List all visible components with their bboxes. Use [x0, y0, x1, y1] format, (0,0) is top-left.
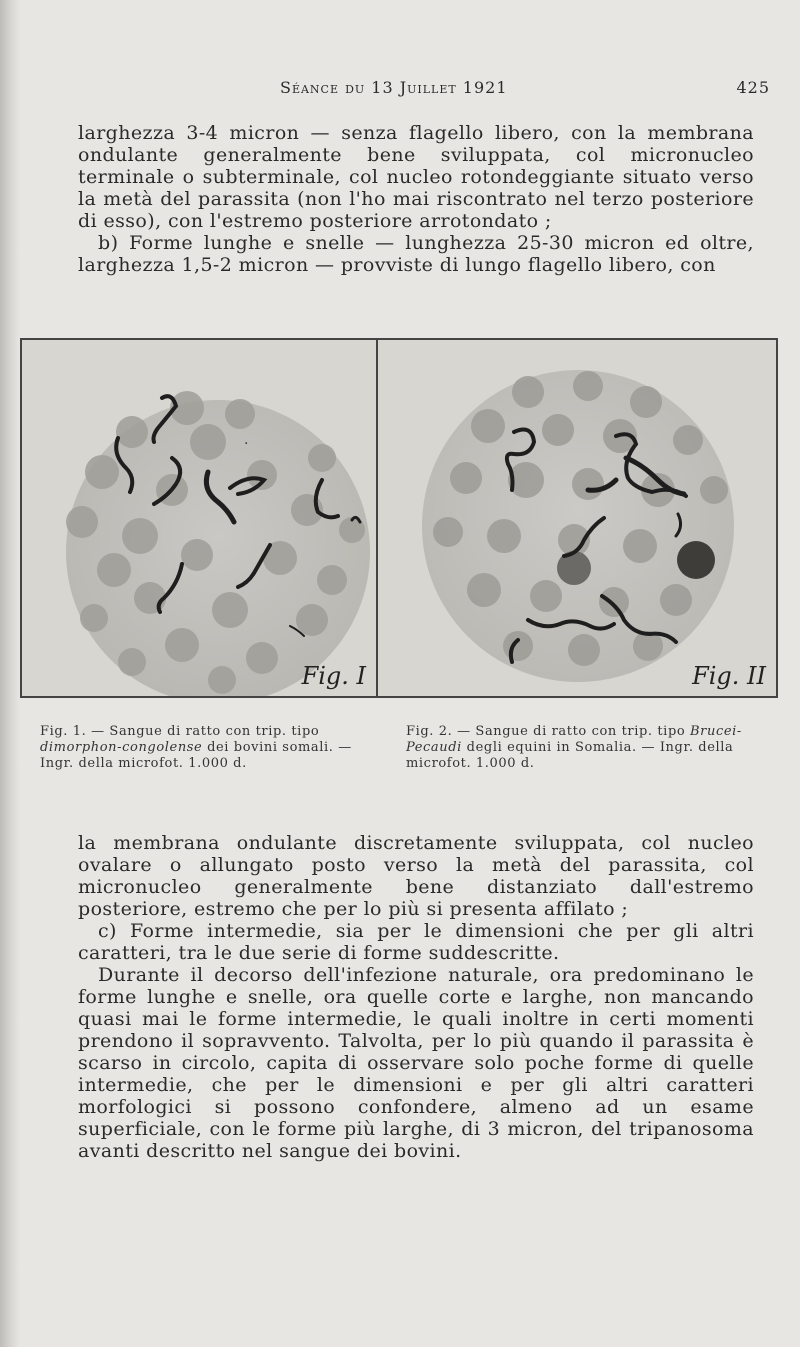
paragraph-membrane: la membrana ondulante discretamente sviluppata, col nucleo ovalare o allungato posto verso la metà del parassita, col micronucleo generalmente bene distanziato dall'estremo posteriore, estremo che per lo più si presenta affilato ; [78, 832, 754, 920]
caption-1-species: dimorphon-congolense [40, 740, 203, 755]
paragraph-continued: larghezza 3-4 micron — senza flagello libero, con la membrana ondulante generalmente bene sviluppata, col micronucleo terminale o subterminale, col nucleo rotondeggiante situato verso la metà del parassita (non l'ho mai riscontrato nel terzo posteriore di esso), con l'estremo posteriore arrotondato ; [78, 122, 754, 232]
caption-2-text-a: Fig. 2. — Sangue di ratto con trip. tipo [406, 724, 691, 739]
figure-2-caption [406, 724, 770, 772]
paragraph-intermediate-forms: c) Forme intermedie, sia per le dimensioni che per gli altri caratteri, tra le due serie di forme suddescritte. [78, 920, 754, 964]
svg-text:·: · [244, 436, 249, 452]
figure-1-label: Fig. I [301, 662, 366, 690]
caption-1-text-a: Fig. 1. — Sangue di ratto con trip. tipo [40, 724, 320, 739]
body-text-top [78, 122, 754, 276]
page-number: 425 [736, 78, 770, 97]
micrograph-2-image [378, 340, 776, 696]
running-title: Séance du 13 Juillet 1921 [280, 78, 508, 97]
caption-1-text-c: dei bovini somali. — Ingr. della microfot. 1.000 d. [40, 740, 352, 771]
figure-2-micrograph [376, 338, 778, 698]
figure-1-caption [40, 724, 358, 772]
page-edge-shadow [0, 0, 20, 1347]
micrograph-1-image [22, 340, 376, 696]
body-text-bottom [78, 832, 754, 1162]
caption-2-species: Brucei-Pecaudi [406, 724, 742, 755]
running-header [80, 78, 770, 102]
figure-2-label: Fig. II [692, 662, 766, 690]
caption-2-text-c: degli equini in Somalia. — Ingr. della microfot. 1.000 d. [406, 740, 734, 771]
paragraph-natural-infection: Durante il decorso dell'infezione naturale, ora predominano le forme lunghe e snelle, ora quelle corte e larghe, non mancando quasi mai le forme intermedie, le quali inoltre in certi momenti prendono il sopravvento. Talvolta, per lo più quando il parassita è scarso in circolo, capita di osservare solo poche forme di quelle intermedie, che per le dimensioni e per gli altri caratteri morfologici si possono confondere, almeno ad un esame superficiale, con le forme più larghe, di 3 micron, del tripanosoma avanti descritto nel sangue dei bovini. [78, 964, 754, 1162]
figure-1-micrograph [20, 338, 378, 698]
paragraph-long-forms: b) Forme lunghe e snelle — lunghezza 25-30 micron ed oltre, larghezza 1,5-2 micron — provviste di lungo flagello libero, con [78, 232, 754, 276]
